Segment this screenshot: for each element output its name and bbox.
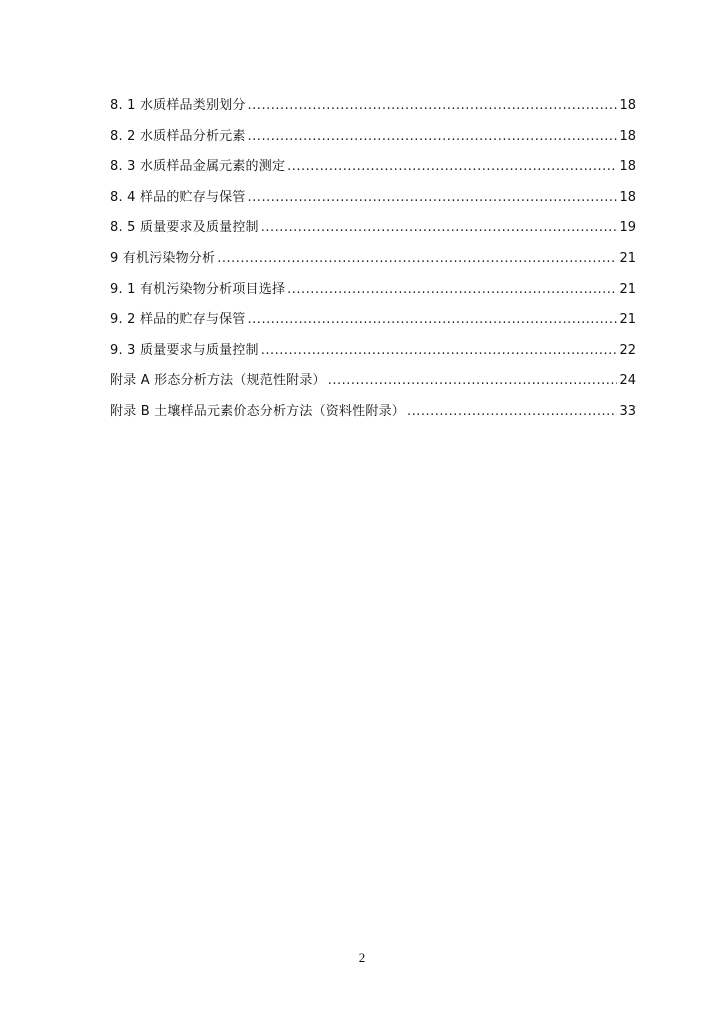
toc-entry-title: 9. 2 样品的贮存与保管 bbox=[110, 312, 246, 328]
toc-leader-dots bbox=[328, 371, 618, 391]
toc-entry-title: 9. 1 有机污染物分析项目选择 bbox=[110, 281, 286, 297]
toc-leader-dots bbox=[407, 402, 617, 422]
toc-leader-dots bbox=[248, 96, 618, 116]
toc-leader-dots bbox=[261, 218, 618, 238]
toc-entry-appendix-a[interactable] bbox=[110, 371, 636, 402]
table-of-contents bbox=[110, 96, 636, 433]
toc-entry-page: 21 bbox=[619, 312, 636, 328]
toc-entry-9-2[interactable] bbox=[110, 310, 636, 341]
toc-entry-page: 21 bbox=[619, 250, 636, 266]
toc-entry-9-1[interactable] bbox=[110, 280, 636, 311]
toc-entry-page: 21 bbox=[619, 281, 636, 297]
toc-entry-page: 18 bbox=[619, 189, 636, 205]
toc-leader-dots bbox=[248, 310, 618, 330]
toc-entry-8-3[interactable] bbox=[110, 157, 636, 188]
toc-entry-title: 8. 3 水质样品金属元素的测定 bbox=[110, 159, 286, 175]
page-number: 2 bbox=[358, 950, 366, 965]
toc-entry-title: 8. 1 水质样品类别划分 bbox=[110, 98, 246, 113]
toc-entry-title: 附录 A 形态分析方法（规范性附录） bbox=[110, 373, 326, 389]
toc-entry-appendix-b[interactable] bbox=[110, 402, 636, 433]
toc-entry-page: 24 bbox=[619, 373, 636, 389]
toc-leader-dots bbox=[248, 127, 618, 147]
toc-entry-title: 9 有机污染物分析 bbox=[110, 250, 216, 266]
toc-entry-page: 18 bbox=[619, 128, 636, 144]
toc-entry-8-1[interactable] bbox=[110, 96, 636, 127]
toc-entry-title: 8. 5 质量要求及质量控制 bbox=[110, 220, 259, 236]
toc-entry-title: 8. 2 水质样品分析元素 bbox=[110, 128, 246, 144]
toc-entry-8-2[interactable] bbox=[110, 127, 636, 158]
toc-entry-page: 19 bbox=[619, 220, 636, 236]
toc-leader-dots bbox=[217, 249, 617, 269]
toc-entry-9-3[interactable] bbox=[110, 341, 636, 372]
toc-entry-8-4[interactable] bbox=[110, 188, 636, 219]
toc-entry-8-5[interactable] bbox=[110, 218, 636, 249]
toc-entry-title: 附录 B 土壤样品元素价态分析方法（资料性附录） bbox=[110, 403, 405, 419]
toc-entry-title: 9. 3 质量要求与质量控制 bbox=[110, 342, 259, 358]
toc-entry-title: 8. 4 样品的贮存与保管 bbox=[110, 189, 246, 205]
toc-leader-dots bbox=[261, 341, 618, 361]
toc-entry-page: 18 bbox=[619, 159, 636, 175]
toc-entry-page: 33 bbox=[619, 403, 636, 419]
toc-entry-page: 18 bbox=[619, 98, 636, 113]
toc-leader-dots bbox=[287, 157, 617, 177]
toc-entry-page: 22 bbox=[619, 342, 636, 358]
toc-leader-dots bbox=[248, 188, 618, 208]
toc-entry-9[interactable] bbox=[110, 249, 636, 280]
toc-leader-dots bbox=[287, 280, 617, 300]
